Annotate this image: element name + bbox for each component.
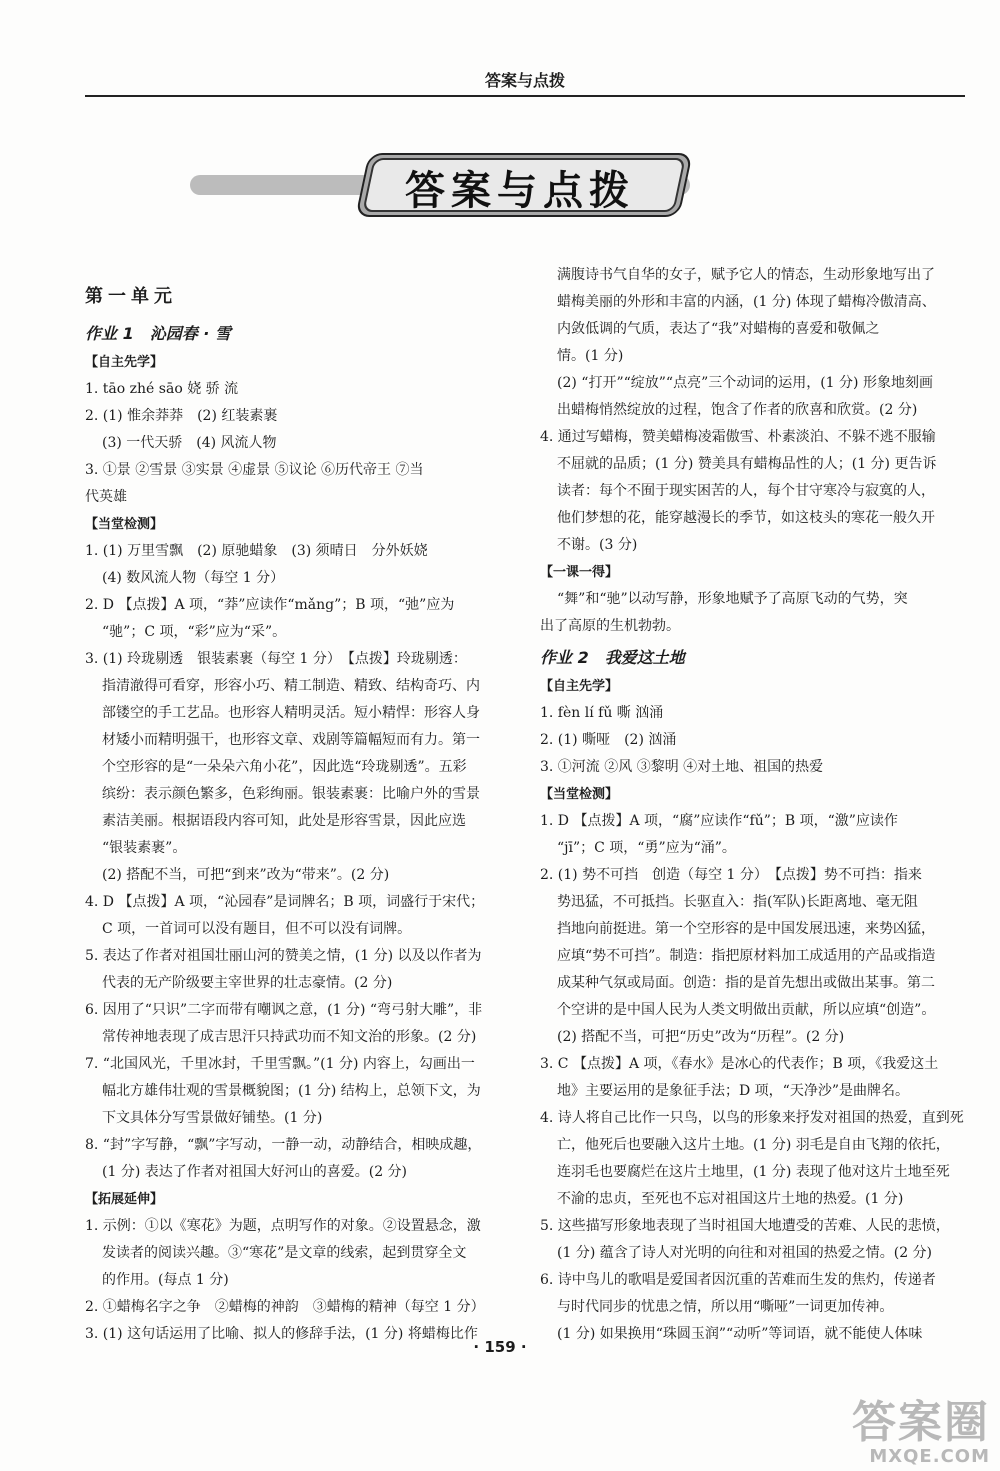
answer-line: 发读者的阅读兴趣。③“寒花”是文章的线索，起到贯穿全文 <box>102 1245 467 1261</box>
watermark-url: MXQE.COM <box>869 1446 990 1467</box>
answer-line: (2) 搭配不当，可把“历史”改为“历程”。(2 分) <box>557 1029 845 1045</box>
answer-line: 下文具体分写雪景做好铺垫。(1 分) <box>102 1110 323 1126</box>
answer-line: C 项，一首词可以没有题目，但不可以没有词牌。 <box>102 921 412 937</box>
answer-line: 2. (1) 势不可挡 创造（每空 1 分） 【点拨】势不可挡：指来 <box>540 867 922 883</box>
answer-line: 3. (1) 玲珑剔透 银装素裹（每空 1 分） 【点拨】玲珑剔透： <box>85 651 467 667</box>
running-header-title: 答案与点拨 <box>484 71 565 90</box>
answer-line: (2) “打开”“绽放”“点亮”三个动词的运用，(1 分) 形象地刻画 <box>557 375 933 391</box>
answer-line: 5. 这些描写形象地表现了当时祖国大地遭受的苦难、人民的悲愤， <box>540 1218 950 1234</box>
answer-line: 6. 诗中鸟儿的歌唱是爱国者因沉重的苦难而生发的焦灼，传递者 <box>540 1272 936 1288</box>
answer-line: 成某种气氛或局面。创造：指的是首先想出或做出某事。第二 <box>557 975 935 991</box>
answer-line: 不渝的忠贞，至死也不忘对祖国这片土地的热爱。(1 分) <box>557 1191 904 1207</box>
answer-line: 3. (1) 这句话运用了比喻、拟人的修辞手法，(1 分) 将蜡梅比作 <box>85 1326 478 1342</box>
answer-line: 指清澈得可看穿，形容小巧、精工制造、精致、结构奇巧、内 <box>102 678 480 694</box>
answer-line: 读者：每个不囿于现实困苦的人，每个甘守寒冷与寂寞的人， <box>557 483 935 499</box>
section-label: 【自主先学】 <box>540 679 619 694</box>
answer-line: 5. 表达了作者对祖国壮丽山河的赞美之情，(1 分) 以及以作者为 <box>85 948 482 964</box>
running-header <box>85 68 965 97</box>
answer-line: 7. “北国风光，千里冰封，千里雪飘。”(1 分) 内容上，勾画出一 <box>85 1056 475 1072</box>
answer-line: 的作用。(每点 1 分) <box>102 1272 229 1288</box>
answer-line: (1 分) 表达了作者对祖国大好河山的喜爱。(2 分) <box>102 1164 408 1180</box>
left-column <box>85 283 525 1348</box>
answer-line: 4. D 【点拨】A 项，“沁园春”是词牌名；B 项，词盛行于宋代； <box>85 894 485 910</box>
answer-line: 3. ①景 ②雪景 ③实景 ④虚景 ⑤议论 ⑥历代帝王 ⑦当 <box>85 462 424 478</box>
answer-line: 4. 诗人将自己比作一只鸟，以鸟的形象来抒发对祖国的热爱，直到死 <box>540 1110 964 1126</box>
answer-line: 情。(1 分) <box>557 348 624 364</box>
answer-line: 他们梦想的花，能穿越漫长的季节，如这枝头的寒花一般久开 <box>557 510 935 526</box>
answer-line: 2. (1) 嘶哑 (2) 汹涌 <box>540 732 677 748</box>
section-label: 【自主先学】 <box>85 355 164 370</box>
answer-line: “jī”；C 项，“勇”应为“涌”。 <box>557 840 736 856</box>
answer-line: 1. 示例：①以《寒花》为题，点明写作的对象。②设置悬念，激 <box>85 1218 481 1234</box>
answer-line: 与时代同步的忧患之情，所以用“嘶哑”一词更加传神。 <box>557 1299 894 1315</box>
answer-line: (1 分) 如果换用“珠圆玉润”“动听”等词语，就不能使人体味 <box>557 1326 923 1342</box>
answer-line: 代表的无产阶级要主宰世界的壮志豪情。(2 分) <box>102 975 393 991</box>
answer-line: 地》主要运用的是象征手法；D 项，“天净沙”是曲牌名。 <box>557 1083 909 1099</box>
answer-line: 常传神地表现了成吉思汗只持武功而不知文治的形象。(2 分) <box>102 1029 477 1045</box>
section-label: 【一课一得】 <box>540 565 619 580</box>
answer-line: 个空形容的是“一朵朵六角小花”，因此选“玲珑剔透”。五彩 <box>102 759 467 775</box>
answer-line: 应填“势不可挡”。制造：指把原材料加工成适用的产品或指造 <box>557 948 936 964</box>
page-number: · 159 · <box>473 1338 527 1356</box>
section-banner <box>190 145 690 225</box>
answer-line: (1 分) 蕴含了诗人对光明的向往和对祖国的热爱之情。(2 分) <box>557 1245 933 1261</box>
answer-line: 1. fèn lí fǔ 嘶 汹涌 <box>540 705 664 721</box>
answer-line: 4. 通过写蜡梅，赞美蜡梅凌霜傲雪、朴素淡泊、不躲不逃不服输 <box>540 429 936 445</box>
answer-line: 个空讲的是中国人民为人类文明做出贡献，所以应填“创造”。 <box>557 1002 936 1018</box>
answer-line: 2. (1) 惟余莽莽 (2) 红装素裹 <box>85 408 278 424</box>
answer-line: “舞”和“驰”以动写静，形象地赋予了高原飞动的气势，突 <box>557 591 908 607</box>
answer-line: 素洁美丽。根据语段内容可知，此处是形容雪景，因此应选 <box>102 813 466 829</box>
answer-line: 8. “封”字写静，“飘”字写动，一静一动，动静结合，相映成趣， <box>85 1137 482 1153</box>
answer-line: 满腹诗书气自华的女子，赋予它人的情态，生动形象地写出了 <box>557 267 935 283</box>
answer-line: 势迅猛，不可抵挡。长驱直入：指(军队)长距离地、毫无阻 <box>557 894 918 910</box>
answer-line: 缤纷：表示颜色繁多，色彩绚丽。银装素裹：比喻户外的雪景 <box>102 786 480 802</box>
answer-line: (2) 搭配不当，可把“到来”改为“带来”。(2 分) <box>102 867 390 883</box>
answer-line: (4) 数风流人物（每空 1 分） <box>102 570 285 586</box>
answer-line: 幅北方雄伟壮观的雪景概貌图；(1 分) 结构上，总领下文，为 <box>102 1083 481 1099</box>
answer-line: 亡，他死后也要融入这片土地。(1 分) 羽毛是自由飞翔的依托， <box>557 1137 950 1153</box>
answer-line: 出了高原的生机勃勃。 <box>540 618 680 634</box>
unit-heading: 第一单元 <box>85 286 177 307</box>
section-label: 【当堂检测】 <box>85 517 164 532</box>
answer-line: 蜡梅美丽的外形和丰富的内涵，(1 分) 体现了蜡梅冷傲清高、 <box>557 294 936 310</box>
answer-line: 3. ①河流 ②风 ③黎明 ④对土地、祖国的热爱 <box>540 759 824 775</box>
answer-line: 3. C 【点拨】A 项，《春水》是冰心的代表作；B 项，《我爱这土 <box>540 1056 939 1072</box>
right-column <box>540 262 970 1348</box>
watermark-text: 答案圈 <box>852 1397 990 1448</box>
answer-line: 材矮小而精明强干，也形容文章、戏剧等篇幅短而有力。第一 <box>102 732 480 748</box>
assignment-heading: 作业 1 沁园春 · 雪 <box>85 324 231 343</box>
answer-line: 部镂空的手工艺品。也形容人精明灵活。短小精悍：形容人身 <box>102 705 480 721</box>
answer-line: 代英雄 <box>85 489 127 505</box>
answer-line: 挡地向前挺进。第一个空形容的是中国发展迅速，来势凶猛， <box>557 921 935 937</box>
answer-line: “驰”；C 项，“彩”应为“采”。 <box>102 624 287 640</box>
answer-line: “银装素裹”。 <box>102 840 187 856</box>
answer-line: 1. (1) 万里雪飘 (2) 原驰蜡象 (3) 须晴日 分外妖娆 <box>85 543 428 559</box>
answer-line: 1. tāo zhé sāo 娆 骄 流 <box>85 381 239 397</box>
answer-line: (3) 一代天骄 (4) 风流人物 <box>102 435 277 451</box>
answer-line: 6. 因用了“只识”二字而带有嘲讽之意，(1 分) “弯弓射大雕”，非 <box>85 1002 483 1018</box>
answer-line: 不屈就的品质；(1 分) 赞美具有蜡梅品性的人；(1 分) 更告诉 <box>557 456 937 472</box>
watermark-logo <box>820 1397 990 1467</box>
assignment-heading: 作业 2 我爱这土地 <box>540 648 685 667</box>
section-label: 【拓展延伸】 <box>85 1192 164 1207</box>
answer-line: 连羽毛也要腐烂在这片土地里，(1 分) 表现了他对这片土地至死 <box>557 1164 950 1180</box>
answer-line: 不谢。(3 分) <box>557 537 638 553</box>
section-label: 【当堂检测】 <box>540 787 619 802</box>
banner-title: 答案与点拨 <box>405 168 635 214</box>
answer-line: 2. ①蜡梅名字之争 ②蜡梅的神韵 ③蜡梅的精神（每空 1 分） <box>85 1299 485 1315</box>
answer-line: 出蜡梅悄然绽放的过程，饱含了作者的欣喜和欣赏。(2 分) <box>557 402 918 418</box>
answer-line: 2. D 【点拨】A 项，“莽”应读作“mǎng”；B 项，“弛”应为 <box>85 597 455 613</box>
answer-line: 内敛低调的气质，表达了“我”对蜡梅的喜爱和敬佩之 <box>557 321 880 337</box>
answer-line: 1. D 【点拨】A 项，“腐”应读作“fǔ”；B 项，“激”应读作 <box>540 813 898 829</box>
